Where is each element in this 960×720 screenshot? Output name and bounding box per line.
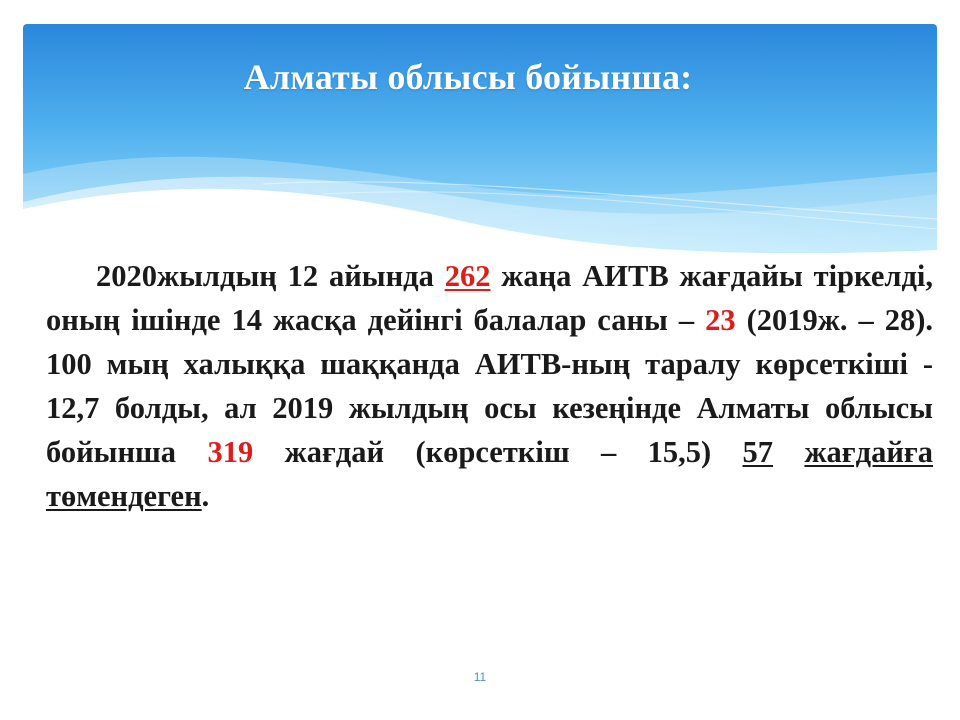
page-number: 11 [473,670,487,684]
body-paragraph [46,254,933,518]
highlight-number-319: 319 [207,435,254,469]
text-segment: . [201,479,210,513]
highlight-number-262: 262 [444,259,491,293]
text-segment: жаңа АИТВ жағдайы тіркелді, оның ішінде 14 жасқа дейінгі балалар саны – [46,259,933,337]
text-segment [773,435,804,469]
text-segment: 2020жылдың 12 айында [96,259,445,293]
underlined-number-57: 57 [742,435,774,469]
slide-title: Алматы облысы бойынша: [243,57,693,97]
underlined-phrase: жағдайға төмендеген [46,435,934,513]
highlight-number-23: 23 [705,303,736,337]
text-segment: (2019ж. – 28). 100 мың халыққа шаққанда АИТВ-ның таралу көрсеткіші - 12,7 болды, ал 2019 жылдың осы кезеңінде Алматы облысы бойынша [46,303,933,469]
text-segment: жағдай (көрсеткіш – 15,5) [253,435,743,469]
